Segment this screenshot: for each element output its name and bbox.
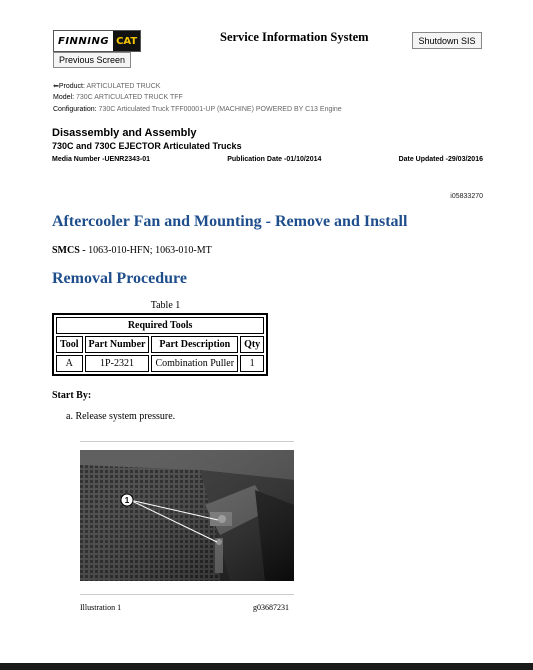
document-category: Disassembly and Assembly: [52, 127, 197, 139]
logo-text: FINNING: [58, 35, 110, 47]
column-header: Part Number: [85, 336, 150, 353]
table-caption: Table 1: [150, 300, 181, 311]
back-arrow-icon[interactable]: ⬅: [53, 83, 59, 90]
publication-date: Publication Date -01/10/2014: [227, 156, 322, 163]
table-cell: A: [56, 355, 83, 372]
table-cell: Combination Puller: [151, 355, 238, 372]
system-title: Service Information System: [220, 30, 369, 44]
column-header: Tool: [56, 336, 83, 353]
date-updated: Date Updated -29/03/2016: [398, 156, 483, 163]
table-cell: 1P-2321: [85, 355, 150, 372]
illustration-id: g03687231: [253, 603, 289, 612]
previous-screen-button[interactable]: Previous Screen: [53, 52, 131, 68]
callout-label: 1: [124, 496, 130, 505]
column-header: Part Description: [151, 336, 238, 353]
required-tools-table: [52, 313, 268, 376]
media-number: Media Number -UENR2343-01: [52, 156, 151, 163]
model-line: Model: 730C ARTICULATED TRUCK TFF: [53, 94, 183, 101]
bottom-bar: [0, 663, 533, 670]
table-row: [56, 355, 264, 372]
aftercooler-photo: [80, 450, 294, 581]
section-title: Removal Procedure: [52, 270, 187, 287]
table-heading: Required Tools: [56, 317, 264, 334]
table-cell: 1: [240, 355, 264, 372]
procedure-step: a. Release system pressure.: [66, 411, 176, 422]
smcs-codes: SMCS - 1063-010-HFN; 1063-010-MT: [52, 245, 212, 256]
illustration-label: Illustration 1: [80, 603, 122, 612]
page-title: Aftercooler Fan and Mounting - Remove and Install: [52, 213, 408, 230]
divider: [80, 594, 294, 595]
configuration-line: Configuration: 730C Articulated Truck TFF00001-UP (MACHINE) POWERED BY C13 Engine: [53, 106, 342, 113]
shutdown-sis-button[interactable]: Shutdown SIS: [412, 32, 482, 49]
finning-cat-logo: [53, 30, 141, 52]
publication-info: [52, 156, 483, 163]
column-header: Qty: [240, 336, 264, 353]
illustration-photo: [80, 450, 294, 581]
document-subtitle: 730C and 730C EJECTOR Articulated Trucks: [52, 141, 242, 151]
cat-logo-mark: CAT: [113, 31, 140, 51]
document-id: i05833270: [450, 193, 483, 200]
start-by-heading: Start By:: [52, 390, 92, 401]
product-line: ⬅Product: ARTICULATED TRUCK: [53, 83, 161, 90]
divider: [80, 441, 294, 442]
